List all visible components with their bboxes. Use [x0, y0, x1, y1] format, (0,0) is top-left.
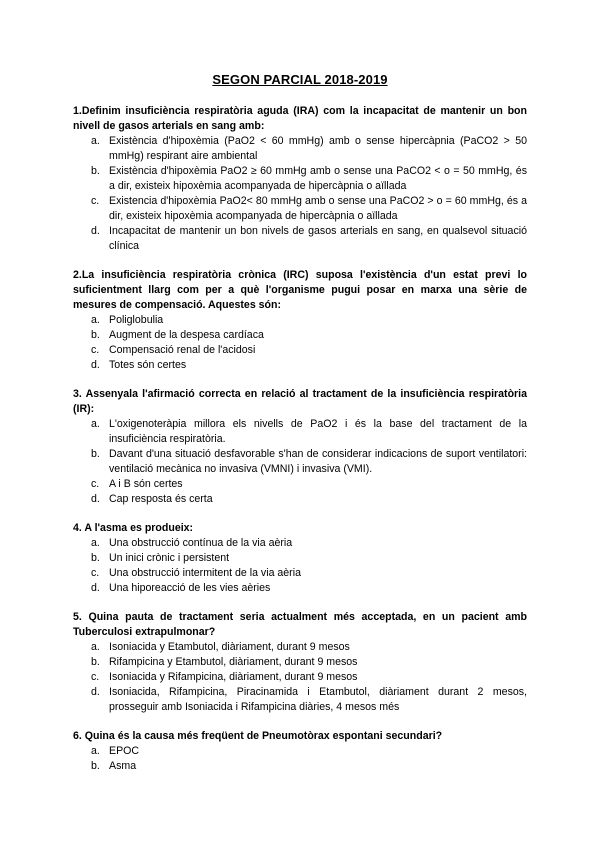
- answer-option: [73, 447, 527, 477]
- option-letter: a.: [91, 745, 100, 757]
- option-list: [73, 744, 527, 774]
- answer-option: [73, 759, 527, 774]
- option-text: Totes són certes: [109, 359, 187, 371]
- answer-option: [73, 417, 527, 447]
- answer-option: [73, 134, 527, 164]
- answer-option: [73, 328, 527, 343]
- option-text: Existència d'hipoxèmia PaO2 ≥ 60 mmHg amb o sense una PaCO2 < o = 50 mmHg, és a dir, existeix hipoxèmia acompanyada de hipercàpnia o aïllada: [109, 165, 527, 192]
- option-letter: a.: [91, 135, 100, 147]
- option-list: [73, 417, 527, 507]
- option-letter: c.: [91, 344, 100, 356]
- answer-option: [73, 343, 527, 358]
- option-letter: b.: [91, 656, 100, 668]
- question-text: 4. A l'asma es produeix:: [73, 522, 194, 534]
- option-list: [73, 134, 527, 254]
- question-3: [73, 387, 527, 507]
- answer-option: [73, 670, 527, 685]
- question-text: 1.Definim insuficiència respiratòria aguda (IRA) com la incapacitat de mantenir un bon nivell de gasos arterials en sang amb:: [73, 105, 527, 132]
- option-list: [73, 536, 527, 596]
- question-text: 2.La insuficiència respiratòria crònica (IRC) suposa l'existència d'un estat previ lo suficientment llarg com per a què l'organisme pugui posar en marxa una sèrie de mesures de compensació. Aquestes són:: [73, 269, 527, 311]
- option-letter: c.: [91, 567, 100, 579]
- option-list: [73, 313, 527, 373]
- option-text: Existència d'hipoxèmia (PaO2 < 60 mmHg) amb o sense hipercàpnia (PaCO2 > 50 mmHg) respirant aire ambiental: [109, 135, 527, 162]
- option-text: Asma: [109, 760, 137, 772]
- page-title: SEGON PARCIAL 2018-2019: [212, 72, 388, 87]
- option-letter: d.: [91, 225, 100, 237]
- question-list: [73, 104, 527, 774]
- option-text: Isoniacida, Rifampicina, Piracinamida i Etambutol, diàriament durant 2 mesos, prosseguir amb Isoniacida i Rifampicina diàries, 4 mesos més: [109, 686, 527, 713]
- option-text: Isoniacida y Etambutol, diàriament, durant 9 mesos: [109, 641, 350, 653]
- question-1: [73, 104, 527, 254]
- question-6: [73, 729, 527, 774]
- answer-option: [73, 685, 527, 715]
- answer-option: [73, 536, 527, 551]
- option-letter: b.: [91, 329, 100, 341]
- answer-option: [73, 164, 527, 194]
- option-text: L'oxigenoteràpia millora els nivells de PaO2 i és la base del tractament de la insuficiència respiratòria.: [109, 418, 527, 445]
- exam-page: [73, 72, 527, 788]
- option-letter: d.: [91, 359, 100, 371]
- answer-option: [73, 655, 527, 670]
- option-letter: b.: [91, 165, 100, 177]
- question-2: [73, 268, 527, 373]
- question-4: [73, 521, 527, 596]
- option-letter: d.: [91, 582, 100, 594]
- question-5: [73, 610, 527, 715]
- option-text: EPOC: [109, 745, 140, 757]
- answer-option: [73, 194, 527, 224]
- option-text: Una obstrucció intermitent de la via aèria: [109, 567, 301, 579]
- answer-option: [73, 744, 527, 759]
- answer-option: [73, 224, 527, 254]
- answer-option: [73, 313, 527, 328]
- option-letter: a.: [91, 537, 100, 549]
- answer-option: [73, 358, 527, 373]
- option-text: Augment de la despesa cardíaca: [109, 329, 264, 341]
- option-letter: b.: [91, 552, 100, 564]
- option-letter: a.: [91, 641, 100, 653]
- option-letter: a.: [91, 314, 100, 326]
- answer-option: [73, 640, 527, 655]
- option-letter: d.: [91, 493, 100, 505]
- option-letter: d.: [91, 686, 100, 698]
- option-text: Poliglobulia: [109, 314, 164, 326]
- option-text: A i B són certes: [109, 478, 183, 490]
- option-letter: b.: [91, 448, 100, 460]
- option-letter: b.: [91, 760, 100, 772]
- option-text: Una obstrucció contínua de la via aèria: [109, 537, 293, 549]
- option-text: Compensació renal de l'acidosi: [109, 344, 256, 356]
- option-text: Cap resposta és certa: [109, 493, 213, 505]
- question-text: 5. Quina pauta de tractament seria actualment més acceptada, en un pacient amb Tuberculosi extrapulmonar?: [73, 611, 527, 638]
- option-text: Isoniacida y Rifampicina, diàriament, durant 9 mesos: [109, 671, 358, 683]
- question-text: 6. Quina és la causa més freqüent de Pneumotòrax espontani secundari?: [73, 730, 443, 742]
- option-text: Un inici crònic i persistent: [109, 552, 230, 564]
- option-text: Existencia d'hipoxèmia PaO2< 80 mmHg amb o sense una PaCO2 > o = 60 mmHg, és a dir, existeix hipoxèmia acompanyada de hipercàpnia o aïllada: [109, 195, 527, 222]
- answer-option: [73, 566, 527, 581]
- option-text: Una hiporeacció de les vies aèries: [109, 582, 271, 594]
- option-text: Rifampicina y Etambutol, diàriament, durant 9 mesos: [109, 656, 358, 668]
- option-letter: c.: [91, 478, 100, 490]
- option-text: Incapacitat de mantenir un bon nivels de gasos arterials en sang, en qualsevol situació clínica: [109, 225, 527, 252]
- option-letter: a.: [91, 418, 100, 430]
- question-text: 3. Assenyala l'afirmació correcta en relació al tractament de la insuficiència respiratòria (IR):: [73, 388, 527, 415]
- answer-option: [73, 551, 527, 566]
- option-letter: c.: [91, 195, 100, 207]
- option-text: Davant d'una situació desfavorable s'han de considerar indicacions de suport ventilatori: ventilació mecànica no invasiva (VMNI) i invasiva (VMI).: [109, 448, 527, 475]
- answer-option: [73, 581, 527, 596]
- answer-option: [73, 477, 527, 492]
- answer-option: [73, 492, 527, 507]
- option-letter: c.: [91, 671, 100, 683]
- option-list: [73, 640, 527, 715]
